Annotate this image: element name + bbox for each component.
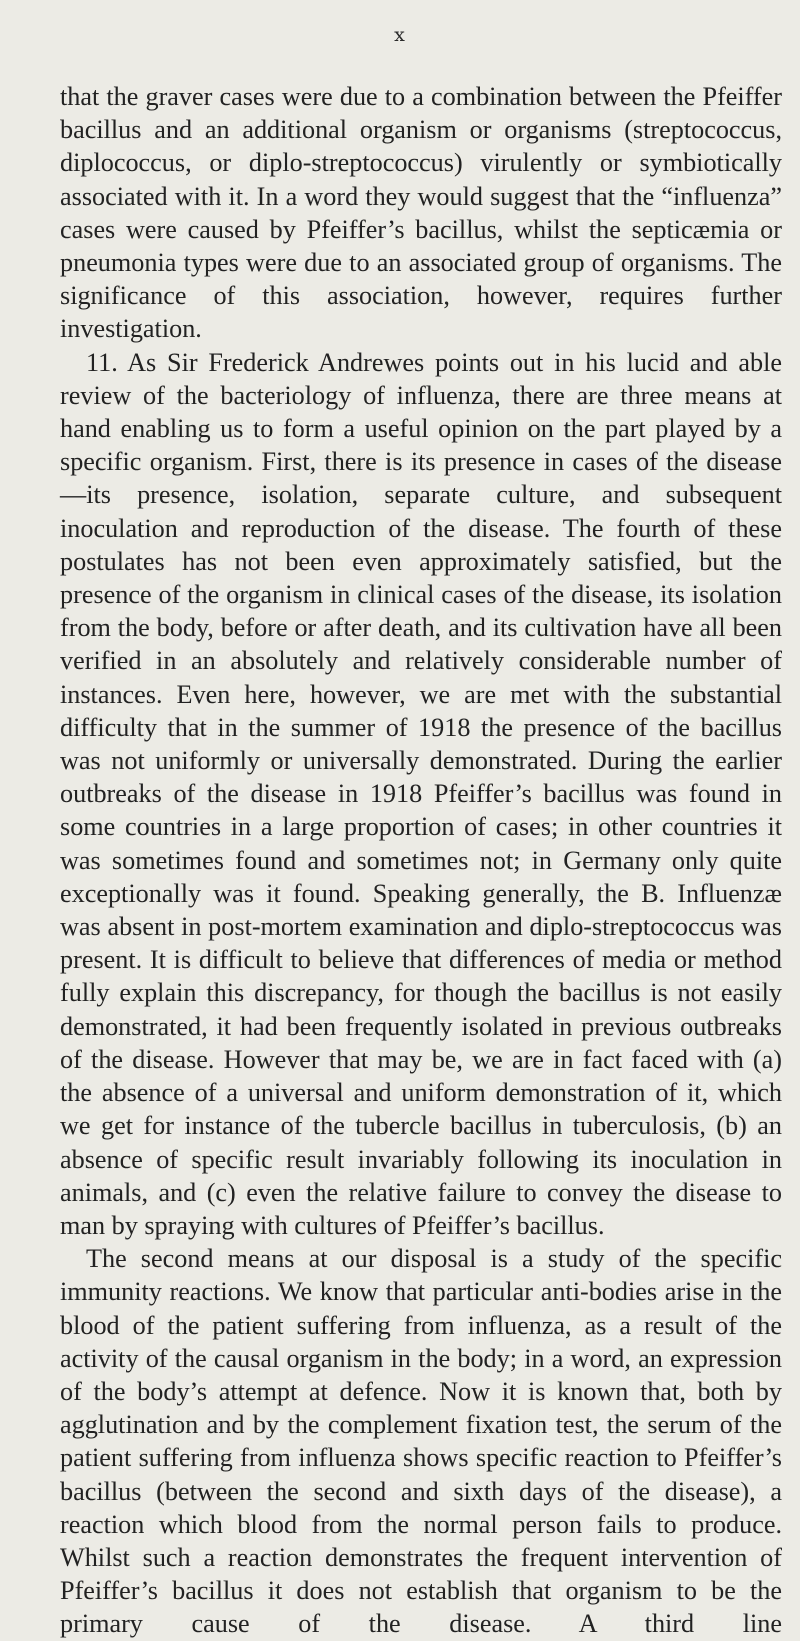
body-text (60, 80, 782, 1641)
paragraph-immunity-reactions: The second means at our disposal is a study of the specific immunity reactions. We know that particular anti-bodies arise in the blood of the patient suffering from influenza, as a result of the activity of the causal organism in the body; in a word, an expression of the body’s attempt at defence. Now it is known that, both by agglutination and by the complement fixation test, the serum of the patient suffering from influenza shows specific reaction to Pfeiffer’s bacillus (between the second and sixth days of the disease), a reaction which blood from the normal person fails to produce. Whilst such a reaction demonstrates the frequent intervention of Pfeiffer’s bacillus it does not establish that organism to be the primary cause of the disease. A third line (60, 1244, 782, 1639)
paragraph-continuation: that the graver cases were due to a combination between the Pfeiffer bacillus and an additional organism or organisms (streptococcus, diplococcus, or diplo-streptococcus) virulently or symbiotically associated with it. In a word they would suggest that the “influenza” cases were caused by Pfeiffer’s bacillus, whilst the septicæmia or pneumonia types were due to an associated group of organisms. The significance of this association, however, requires further investigation. (60, 82, 782, 344)
paragraph-section-11: 11. As Sir Frederick Andrewes points out in his lucid and able review of the bacteriology of influenza, there are three means at hand enabling us to form a useful opinion on the part played by a specific organism. First, there is its presence in cases of the disease—its presence, isolation, separate culture, and subsequent inoculation and reproduction of the disease. The fourth of these postulates has not been even approximately satisfied, but the presence of the organism in clinical cases of the disease, its isolation from the body, before or after death, and its cultivation have all been verified in an absolutely and relatively considerable number of instances. Even here, however, we are met with the substantial difficulty that in the summer of 1918 the presence of the bacillus was not uniformly or universally demonstrated. During the earlier outbreaks of the disease in 1918 Pfeiffer’s bacillus was found in some countries in a large proportion of cases; in other countries it was sometimes found and sometimes not; in Germany only quite exceptionally was it found. Speaking generally, the B. Influenzæ was absent in post-mortem examination and diplo-streptococcus was present. It is difficult to believe that differences of media or method fully explain this discrepancy, for though the bacillus is not easily demonstrated, it had been frequently isolated in previous outbreaks of the disease. However that may be, we are in fact faced with (a) the absence of a universal and uniform demonstration of it, which we get for instance of the tubercle bacillus in tuberculosis, (b) an absence of specific result invariably following its inoculation in animals, and (c) even the relative failure to convey the disease to man by spraying with cultures of Pfeiffer’s bacillus. (60, 347, 782, 1240)
page-number: x (394, 24, 406, 46)
